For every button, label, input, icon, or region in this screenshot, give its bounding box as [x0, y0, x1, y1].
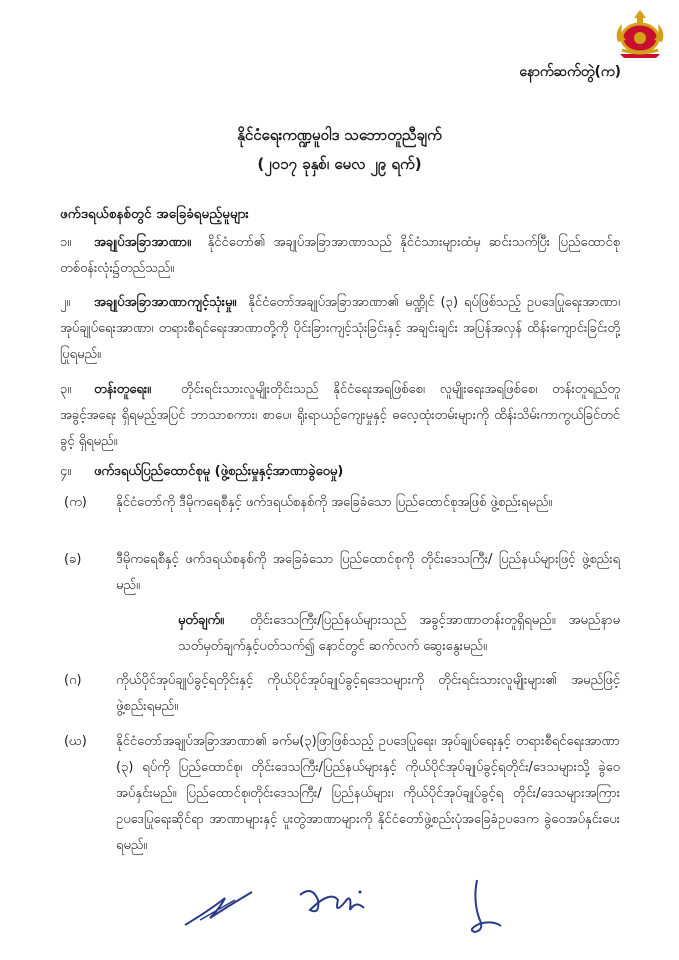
note-text: တိုင်းဒေသကြီး/ပြည်နယ်များသည် အခွင့်အာဏာတန်းတူရှိရမည်။ အမည်နာမ သတ်မှတ်ချက်နှင့်ပတ်သက်၍ နောင်တွင် ဆက်လက် ဆွေးနွေးမည်။: [178, 613, 621, 654]
document-title: နိုင်ငံရေးကဏ္ဍမူဝါဒ သဘောတူညီချက်: [237, 126, 442, 144]
subclause-text: ဒီမိုကရေစီနှင့် ဖက်ဒရယ်စနစ်ကို အခြေခံသော ပြည်ထောင်စုကို တိုင်းဒေသကြီး/ ပြည်နယ်များဖြင့် ဖွဲ့စည်းရမည်။: [116, 552, 620, 593]
clause-label: တန်းတူရေး။: [94, 382, 152, 397]
clause-number: ၃။: [60, 382, 72, 397]
clause-1: [60, 230, 620, 282]
signature-mark: [290, 870, 390, 950]
subclause-kha: [64, 547, 620, 599]
clause-label: အချုပ်အခြာအာဏာကျင့်သုံးမှု။: [94, 295, 237, 310]
subclause-number: (ခ): [64, 552, 82, 567]
subclause-number: (ဃ): [64, 734, 87, 749]
clause-2: [60, 290, 620, 368]
clause-text: တိုင်းရင်းသားလူမျိုးတိုင်းသည် နိုင်ငံရေးအရဖြစ်စေ၊ လူမျိုးရေးအရဖြစ်စေ၊ တန်းတူရည်တူ အခွင့်အရေး ရှိရမည့်အပြင် ဘာသာစကား၊ စာပေ၊ ရိုးရာယဉ်ကျေးမှုနှင့် ဓလေ့ထုံးတမ်းများကို ထိန်းသိမ်းကာကွယ်ခြင်တင်ခွင့် ရှိရမည်။: [60, 382, 621, 449]
clause-4: [60, 459, 620, 485]
subclause-number: (က): [64, 495, 87, 510]
clause-3: [60, 377, 620, 455]
note: [178, 608, 620, 660]
clause-number: ၂။: [60, 295, 71, 310]
subclause-gha: [64, 729, 620, 859]
subclause-text: နိုင်ငံတော်ကို ဒီမိုကရေစီနှင့် ဖက်ဒရယ်စနစ်ကို အခြေခံသော ပြည်ထောင်စုအဖြစ် ဖွဲ့စည်းရမည်။: [116, 495, 553, 510]
subclause-text: နိုင်ငံတော်အချုပ်အခြာအာဏာ၏ ခက်မ(၃)ဖြာဖြစ်သည့် ဥပဒေပြုရေး၊ အုပ်ချုပ်ရေးနှင့် တရားစီရင်ရေးအာဏာ (၃) ရပ်ကို ပြည်ထောင်စု၊ တိုင်းဒေသကြီး/ပြည်နယ်များနှင့် ကိုယ်ပိုင်အုပ်ချုပ်ခွင့်ရတိုင်း/ဒေသများသို့ ခွဲဝေအပ်နှင်းမည်။ ပြည်ထောင်စု၊တိုင်းဒေသကြီး/ ပြည်နယ်များ၊ ကိုယ်ပိုင်အုပ်ချုပ်ခွင့်ရ တိုင်း/ဒေသများအကြား ဥပဒေပြုရေးဆိုင်ရာ အာဏာများနှင့် ပူးတွဲအာဏာများကို နိုင်ငံတော်ဖွဲ့စည်းပုံအခြေခံဥပဒေက ခွဲဝေအပ်နှင်းပေးရမည်။: [116, 734, 620, 853]
clause-label: အချုပ်အခြာအာဏာ။: [94, 235, 192, 250]
subclause-number: (ဂ): [64, 673, 82, 688]
clause-number: ၄။: [60, 464, 72, 479]
document-date: (၂၀၁၇ ခုနှစ်၊ မေလ ၂၉ ရက်): [257, 155, 422, 173]
clause-number: ၁။: [60, 235, 72, 250]
subclause-text: ကိုယ်ပိုင်အုပ်ချုပ်ခွင့်ရတိုင်းနှင့် ကိုယ်ပိုင်အုပ်ချုပ်ခွင့်ရဒေသများကို တိုင်းရင်းသားလူမျိုးများ၏ အမည်ဖြင့် ဖွဲ့စည်းရမည်။: [116, 673, 620, 714]
signature-mark: [455, 870, 555, 950]
clause-text: နိုင်ငံတော်၏ အချုပ်အခြာအာဏာသည် နိုင်ငံသားများထံမှ ဆင်းသက်ပြီး ပြည်ထောင်စု တစ်ဝန်းလုံး၌တည်သည်။: [60, 235, 621, 276]
clause-label: ဖက်ဒရယ်ပြည်ထောင်စုမူ (ဖွဲ့စည်းမှုနှင့်အာဏာခွဲဝေမှု): [94, 464, 344, 479]
clause-text: နိုင်ငံတော်အချုပ်အခြာအာဏာ၏ မဏ္ဍိုင် (၃) ရပ်ဖြစ်သည့် ဥပဒေပြုရေးအာဏာ၊ အုပ်ချုပ်ရေးအာဏာ၊ တရားစီရင်ရေးအာဏာတို့ကို ပိုင်းခြားကျင့်သုံးခြင်းနှင့် အချင်းချင်း အပြန်အလှန် ထိန်းကျောင်းခြင်းတို့ ပြုရမည်။: [60, 295, 620, 362]
section-heading: ဖက်ဒရယ်စနစ်တွင် အခြေခံရမည့်မူများ: [60, 206, 249, 222]
state-emblem-icon: [610, 8, 670, 60]
subclause-ka: [64, 490, 620, 516]
annex-label: နောက်ဆက်တွဲ(က): [519, 64, 621, 80]
subclause-ga: [64, 668, 620, 720]
signature-mark: [180, 870, 280, 950]
note-label: မှတ်ချက်။: [178, 613, 225, 628]
